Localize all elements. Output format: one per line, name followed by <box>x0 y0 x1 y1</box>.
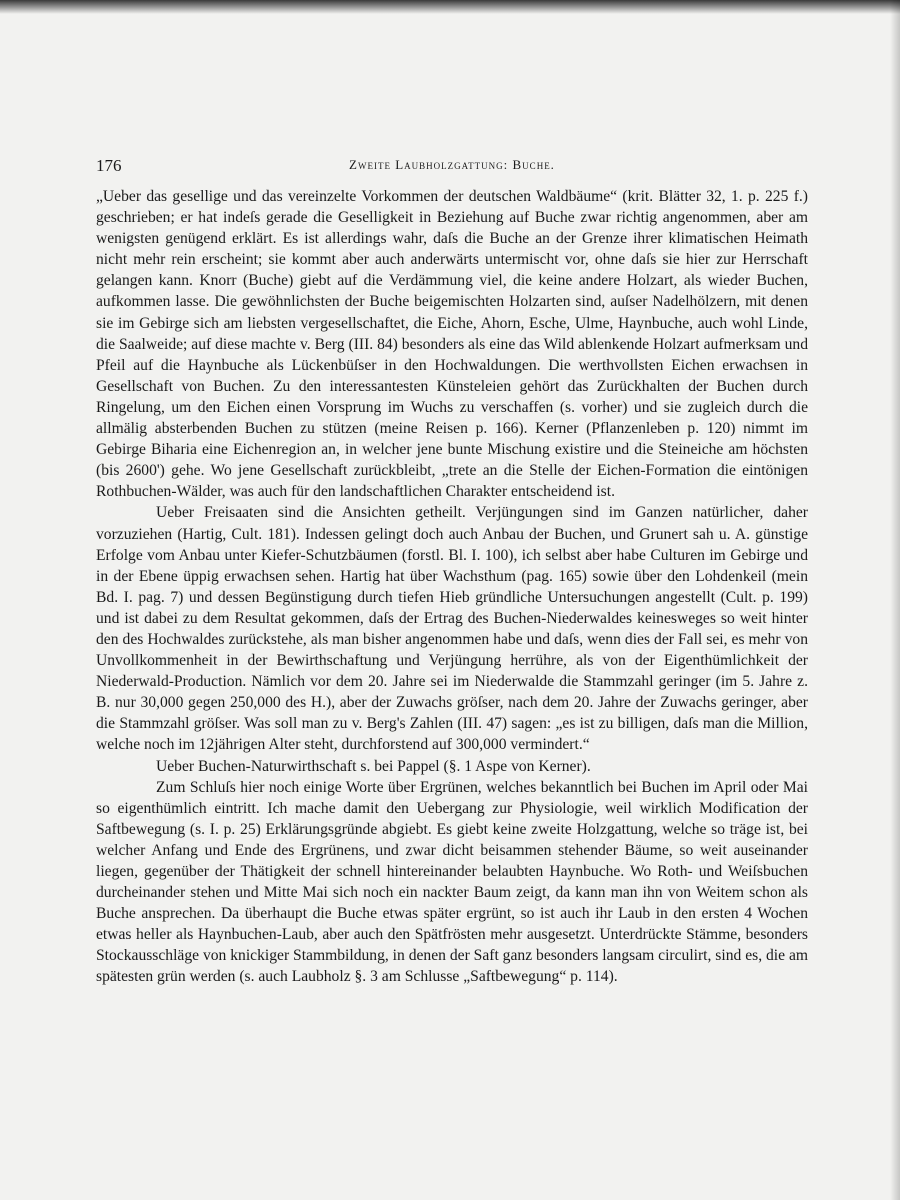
page-number: 176 <box>96 156 122 175</box>
body-text <box>96 186 808 988</box>
running-head: Zweite Laubholzgattung: Buche. <box>349 157 555 172</box>
page-header <box>96 156 808 178</box>
scan-top-edge-shadow <box>0 0 900 14</box>
paragraph-3: Ueber Buchen-Naturwirthschaft s. bei Pappel (§. 1 Aspe von Kerner). <box>156 757 591 775</box>
paragraph-1: „Ueber das gesellige und das vereinzelte Vorkommen der deutschen Waldbäume“ (krit. Blätter 32, 1. p. 225 f.) geschrieben; er hat indeſs gerade die Geselligkeit in Beziehung auf Buche zwar richtig angenommen, aber am wenigsten genügend erklärt. Es ist allerdings wahr, daſs die Buche an der Grenze ihrer klimatischen Heimath nicht mehr rein erscheint; sie kommt aber auch anderwärts untermischt vor, ohne daſs sie hier zur Herrschaft gelangen kann. Knorr (Buche) giebt auf die Verdämmung viel, die keine andere Holzart, als wieder Buchen, aufkommen lasse. Die gewöhnlichsten der Buche beigemischten Holzarten sind, auſser Nadelhölzern, mit denen sie im Gebirge sich am liebsten vergesellschaftet, die Eiche, Ahorn, Esche, Ulme, Haynbuche, auch wohl Linde, die Saalweide; auf diese machte v. Berg (III. 84) besonders als eine das Wild ablenkende Holzart aufmerksam und Pfeil auf die Haynbuche als Lückenbüſser in den Hochwaldungen. Die werthvollsten Eichen erwachsen in Gesellschaft von Buchen. Zu den interessantesten Künsteleien gehört das Zurückhalten der Buchen durch Ringelung, um den Eichen einen Vorsprung im Wuchs zu verschaffen (s. vorher) und sie zugleich durch die allmälig absterbenden Buchen zu stützen (meine Reisen p. 166). Kerner (Pflanzenleben p. 120) nimmt im Gebirge Biharia eine Eichenregion an, in welcher jene bunte Mischung existire und die Steineiche am höchsten (bis 2600') gehe. Wo jene Gesellschaft zurückbleibt, „trete an die Stelle der Eichen-Formation die eintönigen Rothbuchen-Wälder, was auch für den landschaftlichen Charakter entscheidend ist. <box>96 188 808 501</box>
paragraph-2: Ueber Freisaaten sind die Ansichten getheilt. Verjüngungen sind im Ganzen natürlicher, daher vorzuziehen (Hartig, Cult. 181). Indessen gelingt doch auch Anbau der Buchen, und Grunert sah u. A. günstige Erfolge vom Anbau unter Kiefer-Schutzbäumen (forstl. Bl. I. 100), ich selbst aber habe Culturen im Gebirge und in der Ebene üppig erwachsen sehen. Hartig hat über Wachsthum (pag. 165) sowie über den Lohdenkeil (mein Bd. I. pag. 7) und dessen Begünstigung durch tiefen Hieb gründliche Untersuchungen angestellt (Cult. p. 199) und ist dabei zu dem Resultat gekommen, daſs der Ertrag des Buchen-Niederwaldes keinesweges so weit hinter den des Hochwaldes zurückstehe, als man bisher angenommen habe und daſs, wenn dies der Fall sei, es mehr von Unvollkommenheit in der Bewirthschaftung und Verjüngung herrühre, als von der Eigenthümlichkeit der Niederwald-Production. Nämlich vor dem 20. Jahre sei im Niederwalde die Stammzahl geringer (im 5. Jahre z. B. nur 30,000 gegen 250,000 des H.), aber der Zuwachs gröſser, nach dem 20. Jahre der Zuwachs geringer, aber die Stammzahl gröſser. Was soll man zu v. Berg's Zahlen (III. 47) sagen: „es ist zu billigen, daſs man die Million, welche noch im 12jährigen Alter steht, durchforstend auf 300,000 vermindert.“ <box>96 504 808 754</box>
paragraph-4: Zum Schluſs hier noch einige Worte über Ergrünen, welches bekanntlich bei Buchen im April oder Mai so eigenthümlich eintritt. Ich mache damit den Uebergang zur Physiologie, weil wirklich Modification der Saftbewegung (s. I. p. 25) Erklärungsgründe abgiebt. Es giebt keine zweite Holzgattung, welche so träge ist, bei welcher Anfang und Ende des Ergrünens, und zwar dicht beisammen stehender Bäume, so weit auseinander liegen, gegenüber der Thätigkeit der schnell hintereinander belaubten Haynbuche. Wo Roth- und Weiſsbuchen durcheinander stehen und Mitte Mai sich noch ein nackter Baum zeigt, da kann man ihn von Weitem schon als Buche ansprechen. Da überhaupt die Buche etwas später ergrünt, so ist auch ihr Laub in den ersten 4 Wochen etwas heller als Haynbuchen-Laub, aber auch den Spätfrösten mehr ausgesetzt. Unterdrückte Stämme, besonders Stockausschläge von knickiger Stammbildung, in denen der Saft ganz besonders langsam circulirt, sind es, die am spätesten grün werden (s. auch Laubholz §. 3 am Schlusse „Saftbewegung“ p. 114). <box>96 778 808 986</box>
scan-right-edge-shadow <box>890 0 900 1200</box>
